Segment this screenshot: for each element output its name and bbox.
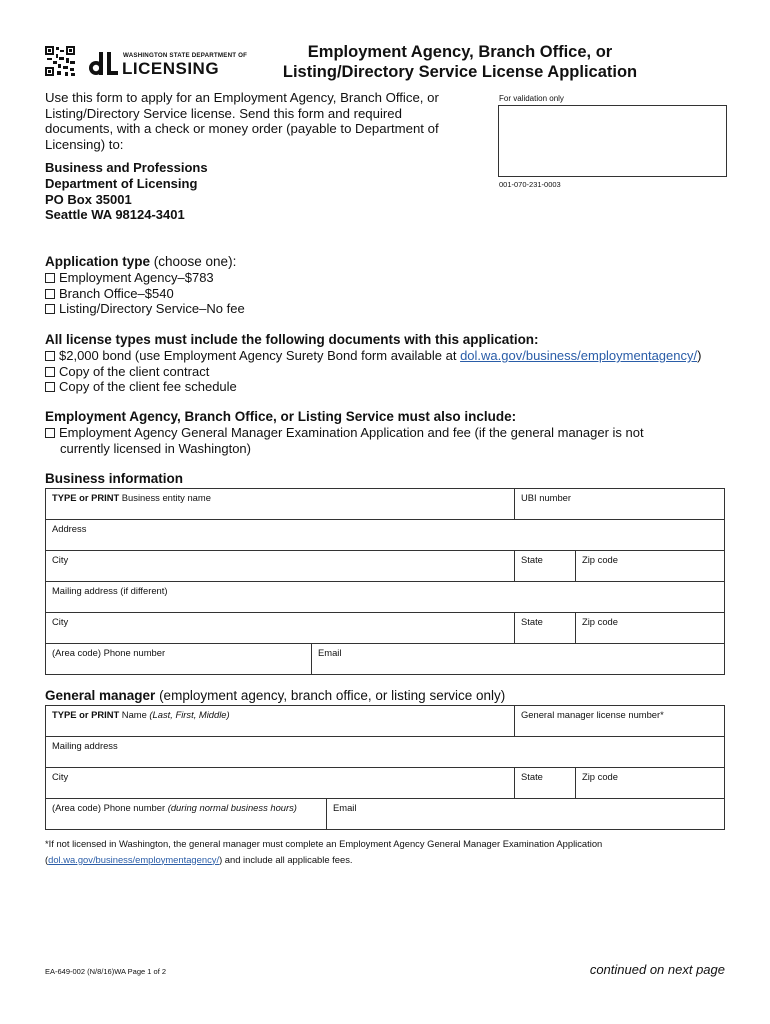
checkbox[interactable] bbox=[45, 289, 55, 299]
doc-fee-schedule[interactable]: Copy of the client fee schedule bbox=[45, 379, 701, 395]
application-type-heading: Application type (choose one): bbox=[45, 254, 237, 269]
checkbox[interactable] bbox=[45, 382, 55, 392]
doc-gm-exam[interactable]: Employment Agency General Manager Examination Application and fee (if the general manager is not bbox=[45, 425, 644, 441]
validation-box bbox=[498, 105, 727, 177]
state-field[interactable]: State bbox=[514, 551, 575, 581]
bond-link[interactable]: dol.wa.gov/business/employmentagency/ bbox=[460, 348, 698, 363]
checkbox[interactable] bbox=[45, 304, 55, 314]
option-employment-agency[interactable]: Employment Agency–$783 bbox=[45, 270, 245, 286]
address-line-1: Business and Professions bbox=[45, 160, 208, 175]
also-include-heading: Employment Agency, Branch Office, or Listing Service must also include: bbox=[45, 409, 517, 424]
city-field[interactable]: City bbox=[52, 554, 69, 565]
ubi-field[interactable]: UBI number bbox=[514, 489, 724, 519]
checkbox[interactable] bbox=[45, 367, 55, 377]
intro-text: Use this form to apply for an Employment Agency, Branch Office, or Listing/Directory Service license. Send this form and required documents, with a check or money order (payable to Department of Licensing) to: bbox=[45, 90, 439, 152]
dol-logo-icon bbox=[88, 50, 120, 78]
manager-heading: General manager (employment agency, branch office, or listing service only) bbox=[45, 688, 506, 703]
manager-info-table bbox=[45, 705, 725, 830]
address-line-2: Department of Licensing bbox=[45, 175, 198, 191]
page-title bbox=[230, 42, 690, 82]
mailing-address-field[interactable]: Mailing address (if different) bbox=[52, 585, 168, 596]
manager-phone-field[interactable]: (Area code) Phone number (during normal business hours) bbox=[52, 802, 297, 813]
zip-field[interactable]: Zip code bbox=[575, 551, 724, 581]
footnote-link[interactable]: dol.wa.gov/business/employmentagency/ bbox=[48, 853, 220, 865]
phone-field[interactable]: (Area code) Phone number bbox=[52, 647, 166, 658]
address-line-4: Seattle WA 98124-3401 bbox=[45, 207, 185, 223]
form-number: 001-070-231-0003 bbox=[499, 180, 561, 189]
email-field[interactable]: Email bbox=[311, 644, 724, 674]
checkbox[interactable] bbox=[45, 428, 55, 438]
application-type-options bbox=[45, 270, 245, 317]
footnote-line-2: (dol.wa.gov/business/employmentagency/) and include all applicable fees. bbox=[45, 853, 353, 865]
business-heading: Business information bbox=[45, 471, 184, 486]
footnote-line-1: *If not licensed in Washington, the general manager must complete an Employment Agency General Manager Examination Application bbox=[45, 838, 603, 849]
documents-heading: All license types must include the following documents with this application: bbox=[45, 332, 539, 347]
address-field[interactable]: Address bbox=[52, 523, 87, 534]
checkbox[interactable] bbox=[45, 351, 55, 361]
footer-continued: continued on next page bbox=[589, 962, 725, 977]
manager-city-field[interactable]: City bbox=[52, 771, 69, 782]
mailing-address-block bbox=[45, 160, 208, 223]
also-include-list bbox=[45, 425, 644, 456]
agency-name-big: LICENSING bbox=[122, 59, 220, 78]
manager-name-field[interactable]: TYPE or PRINT Name (Last, First, Middle) bbox=[52, 709, 230, 720]
manager-zip-field[interactable]: Zip code bbox=[575, 768, 724, 798]
doc-gm-exam-cont: currently licensed in Washington) bbox=[60, 440, 251, 456]
manager-state-field[interactable]: State bbox=[514, 768, 575, 798]
mailing-city-field[interactable]: City bbox=[52, 616, 69, 627]
manager-license-field[interactable]: General manager license number* bbox=[514, 706, 724, 736]
title-line-2: Listing/Directory Service License Application bbox=[282, 63, 638, 81]
entity-name-field[interactable]: TYPE or PRINT Business entity name bbox=[52, 492, 211, 503]
address-line-3: PO Box 35001 bbox=[45, 191, 132, 207]
mailing-state-field[interactable]: State bbox=[514, 613, 575, 643]
doc-contract[interactable]: Copy of the client contract bbox=[45, 364, 701, 380]
documents-list bbox=[45, 348, 701, 395]
business-info-table bbox=[45, 488, 725, 675]
doc-bond[interactable]: $2,000 bond (use Employment Agency Surety Bond form available at dol.wa.gov/business/employmentagency/) bbox=[45, 348, 701, 364]
agency-name-small: WASHINGTON STATE DEPARTMENT OF bbox=[123, 52, 248, 59]
manager-mailing-field[interactable]: Mailing address bbox=[52, 740, 118, 751]
checkbox[interactable] bbox=[45, 273, 55, 283]
mailing-zip-field[interactable]: Zip code bbox=[575, 613, 724, 643]
option-branch-office[interactable]: Branch Office–$540 bbox=[45, 286, 245, 302]
footnote bbox=[45, 836, 735, 867]
manager-email-field[interactable]: Email bbox=[326, 799, 724, 829]
footer-form-id: EA-649-002 (N/8/16)WA Page 1 of 2 bbox=[45, 967, 167, 976]
option-listing-service[interactable]: Listing/Directory Service–No fee bbox=[45, 301, 245, 317]
qr-code-icon bbox=[45, 46, 75, 76]
validation-label: For validation only bbox=[499, 94, 564, 103]
title-line-1: Employment Agency, Branch Office, or bbox=[307, 43, 613, 61]
